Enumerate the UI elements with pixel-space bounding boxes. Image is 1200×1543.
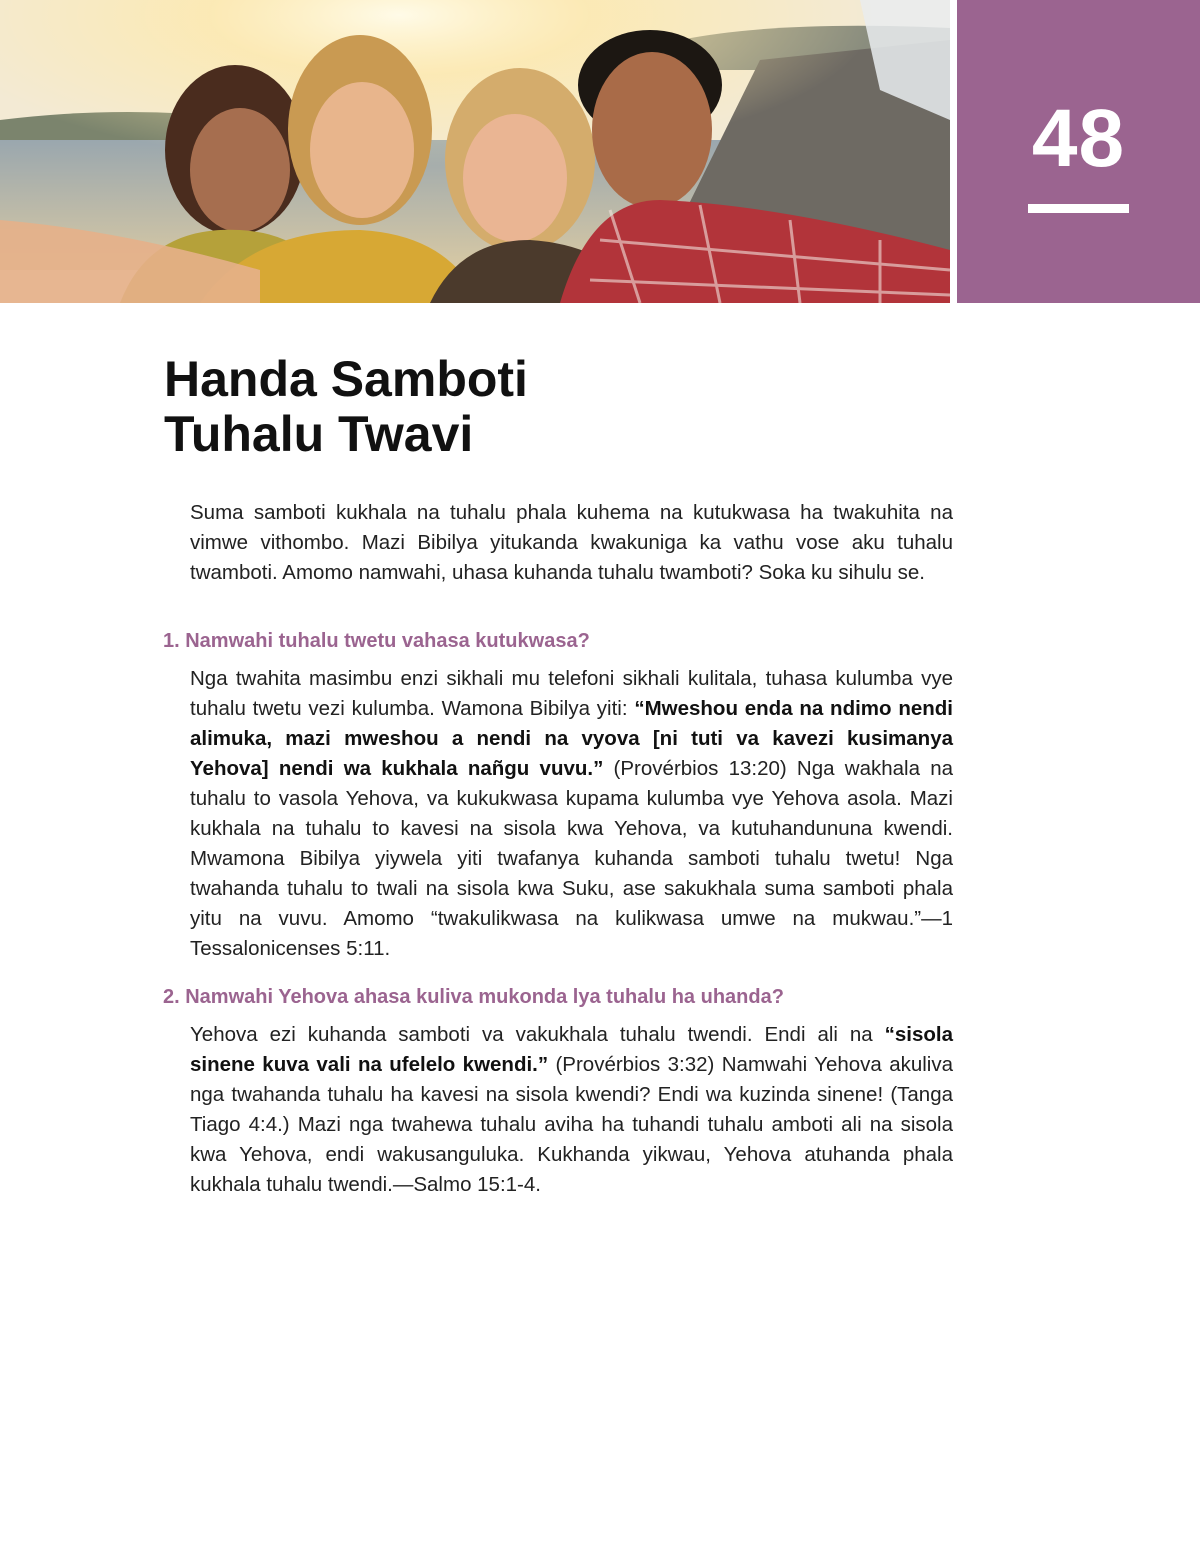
- answer-2-paragraph: [190, 1020, 953, 1200]
- title-line-2: Tuhalu Twavi: [164, 406, 474, 462]
- answer-2-scripture-quote: “sisola sinene kuva vali na ufelelo kwendi.”: [190, 1023, 953, 1076]
- answer-2-text-a: Yehova ezi kuhanda samboti va vakukhala tuhalu twendi. Endi ali na: [190, 1023, 885, 1046]
- lesson-number: 48: [1031, 93, 1126, 184]
- hero-photo: [0, 0, 950, 303]
- badge-underline: [1028, 204, 1129, 213]
- page-title: [164, 352, 528, 462]
- answer-1-text-b: (Provérbios 13:20) Nga wakhala na tuhalu to vasola Yehova, va kukukwasa kupama kulumba vye Yehova asola. Mazi kukhala na tuhalu to kavesi na sisola kwa Yehova, va kutuhandununa kwendi. Mwamona Bibilya yiywela yiti twafanya kuhanda samboti tuhalu twetu! Nga twahanda tuhalu to twali na sisola kwa Suku, ase sakukhala suma samboti phala yitu na vuvu. Amomo “twakulikwasa na kulikwasa umwe na mukwau.”—1 Tessalonicenses 5:11.: [190, 757, 953, 960]
- answer-2-text-b: (Provérbios 3:32) Namwahi Yehova akuliva nga twahanda tuhalu ha kavesi na sisola kwendi? Endi wa kuzinda sinene! (Tanga Tiago 4:4.) Mazi nga twahewa tuhalu aviha ha tuhandi tuhalu amboti ali na sisola kwa Yehova, endi wakusanguluka. Kukhanda yikwau, Yehova atuhanda phala kukhala tuhalu twendi.—Salmo 15:1-4.: [190, 1053, 953, 1196]
- answer-1-paragraph: [190, 664, 953, 964]
- question-1: 1. Namwahi tuhalu twetu vahasa kutukwasa?: [163, 630, 590, 652]
- answer-1-text-a: Nga twahita masimbu enzi sikhali mu telefoni sikhali kulitala, tuhasa kulumba vye tuhalu twetu vezi kulumba. Wamona Bibilya yiti:: [190, 667, 953, 720]
- friends-photo-illustration: [0, 0, 950, 303]
- question-2: 2. Namwahi Yehova ahasa kuliva mukonda lya tuhalu ha uhanda?: [163, 986, 784, 1008]
- lesson-badge: [957, 0, 1200, 303]
- title-line-1: Handa Samboti: [164, 351, 528, 407]
- answer-1-scripture-quote: “Mweshou enda na ndimo nendi alimuka, mazi mweshou a nendi na vyova [ni tuti va kavezi kusimanya Yehova] nendi wa kukhala nañgu vuvu.”: [190, 697, 953, 780]
- lesson-content: [163, 498, 953, 1200]
- intro-paragraph: Suma samboti kukhala na tuhalu phala kuhema na kutukwasa ha twakuhita na vimwe vithombo. Mazi Bibilya yitukanda kwakuniga ka vathu vose aku tuhalu twamboti. Amomo namwahi, uhasa kuhanda tuhalu twamboti? Soka ku sihulu se.: [190, 501, 953, 584]
